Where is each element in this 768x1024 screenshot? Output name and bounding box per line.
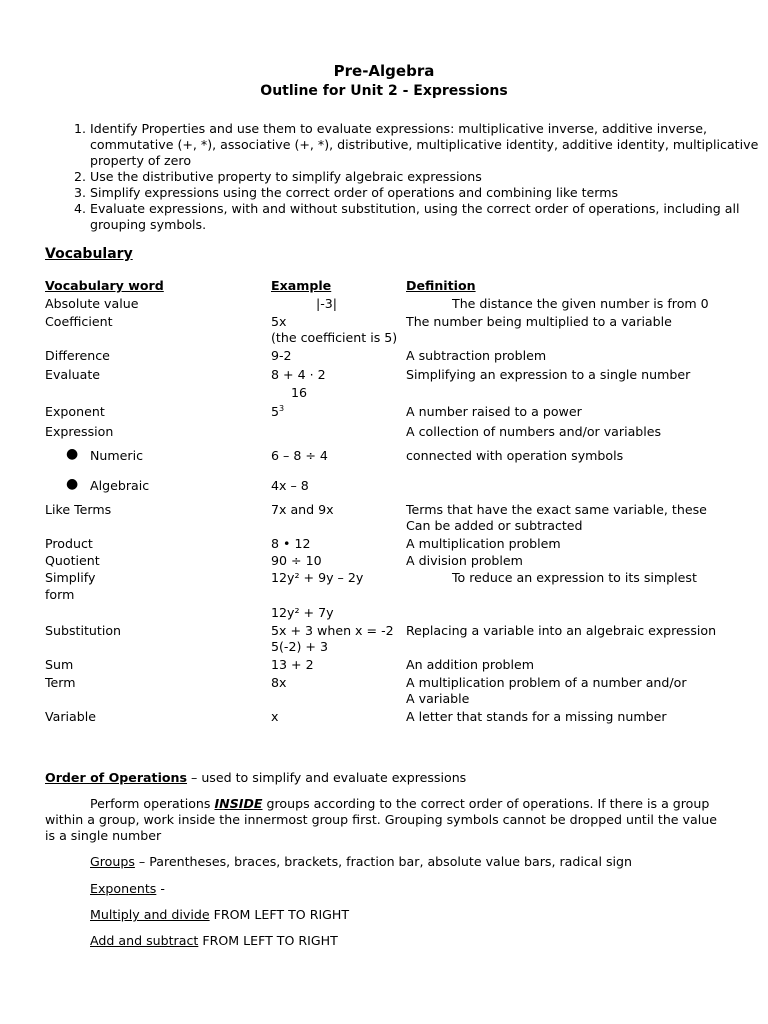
vocab-example: 8x [271, 675, 287, 690]
vocab-example-result: 16 [291, 385, 308, 400]
vocab-definition: A number raised to a power [406, 404, 582, 419]
vocab-example: 13 + 2 [271, 657, 314, 672]
vocab-word: Substitution [45, 623, 122, 638]
vocab-definition: An addition problem [406, 657, 535, 672]
vocab-word: Variable [45, 709, 96, 724]
vocab-example: 5x + 3 when x = -2 [271, 623, 394, 638]
step-label: Groups [90, 854, 135, 869]
vocab-example-note: (the coefficient is 5) [271, 330, 398, 345]
objective-item: 3. Simplify expressions using the correct order of operations and combining like terms [90, 185, 768, 201]
vocab-definition: A subtraction problem [406, 348, 547, 363]
vocab-word: Difference [45, 348, 110, 363]
objective-item: 1. Identify Properties and use them to evaluate expressions: multiplicative inverse, additive inverse, commutative (+, *), associative (+, *), distributive, multiplicative identity, additive identity, multiplicative property of zero [90, 121, 768, 168]
vocab-example: 5x [271, 314, 287, 329]
exponent-base: 5 [271, 404, 280, 420]
vocab-word: Simplify [45, 570, 96, 585]
order-of-operations-heading [45, 770, 466, 785]
vocab-word: Absolute value [45, 296, 139, 311]
vocab-example: 9-2 [271, 348, 292, 363]
vocab-example-result: 12y² + 7y [271, 605, 334, 620]
objective-item: 4. Evaluate expressions, with and without substitution, using the correct order of operations, including all grouping symbols. [90, 201, 768, 233]
bullet-icon: ● [66, 446, 79, 462]
vocab-word: Evaluate [45, 367, 101, 382]
vocab-word: Coefficient [45, 314, 113, 329]
vocab-example: 90 ÷ 10 [271, 553, 322, 568]
order-of-operations-paragraph [45, 796, 723, 844]
vocab-definition: A division problem [406, 553, 523, 568]
vocab-word: Sum [45, 657, 74, 672]
vocab-definition: connected with operation symbols [406, 448, 624, 463]
bullet-icon: ● [66, 476, 79, 492]
vocab-word: Algebraic [90, 478, 150, 493]
vocab-definition: A letter that stands for a missing number [406, 709, 667, 724]
vocab-example [271, 404, 284, 419]
step-text: – Parentheses, braces, brackets, fraction bar, absolute value bars, radical sign [134, 854, 633, 869]
operation-step [90, 854, 632, 869]
step-text: FROM LEFT TO RIGHT [209, 907, 350, 922]
vocab-definition-cont: Can be added or subtracted [406, 518, 583, 533]
step-label: Add and subtract [90, 933, 199, 948]
step-text: - [156, 881, 165, 896]
vocab-word: Quotient [45, 553, 100, 568]
step-text: FROM LEFT TO RIGHT [198, 933, 338, 948]
vocab-example: 8 • 12 [271, 536, 311, 551]
vocab-example: 8 + 4 · 2 [271, 367, 326, 382]
vocab-definition: A multiplication problem of a number and/or [406, 675, 687, 690]
column-header-definition: Definition [406, 278, 476, 293]
vocab-example: 12y² + 9y – 2y [271, 570, 364, 585]
vocab-example: x [271, 709, 279, 724]
objectives-list [46, 121, 768, 234]
vocab-definition: Replacing a variable into an algebraic expression [406, 623, 717, 638]
vocab-word: Exponent [45, 404, 105, 419]
vocab-definition: Simplifying an expression to a single number [406, 367, 691, 382]
step-label: Exponents [90, 881, 157, 896]
paragraph-text: Perform operations [90, 796, 215, 811]
vocab-example: 7x and 9x [271, 502, 334, 517]
vocab-example: 6 – 8 ÷ 4 [271, 448, 328, 463]
vocab-example: 4x – 8 [271, 478, 309, 493]
vocab-definition: A multiplication problem [406, 536, 561, 551]
operation-step [90, 881, 165, 896]
vocab-definition: The distance the given number is from 0 [452, 296, 709, 311]
vocab-example-result: 5(-2) + 3 [271, 639, 328, 654]
vocab-word: Expression [45, 424, 114, 439]
operation-step [90, 907, 349, 922]
column-header-word: Vocabulary word [45, 278, 164, 293]
vocab-definition: The number being multiplied to a variable [406, 314, 672, 329]
vocab-word: Term [45, 675, 76, 690]
page-subtitle: Outline for Unit 2 - Expressions [260, 83, 508, 99]
column-header-example: Example [271, 278, 332, 293]
objective-item: 2. Use the distributive property to simplify algebraic expressions [90, 169, 768, 185]
vocab-definition: Terms that have the exact same variable, these [406, 502, 707, 517]
paragraph-emphasis: INSIDE [214, 796, 263, 811]
page-title: Pre-Algebra [333, 62, 435, 80]
step-label: Multiply and divide [90, 907, 210, 922]
vocab-word: Like Terms [45, 502, 112, 517]
vocabulary-heading: Vocabulary [45, 246, 133, 262]
vocab-word: Product [45, 536, 93, 551]
vocab-word-cont: form [45, 587, 75, 602]
vocab-word: Numeric [90, 448, 144, 463]
order-of-operations-desc: – used to simplify and evaluate expressions [187, 770, 467, 785]
exponent-power: 3 [279, 404, 285, 413]
vocab-definition: To reduce an expression to its simplest [452, 570, 697, 585]
vocab-example: |-3| [316, 296, 338, 311]
vocab-definition-cont: A variable [406, 691, 470, 706]
vocab-definition: A collection of numbers and/or variables [406, 424, 662, 439]
operation-step [90, 933, 338, 948]
paragraph-text: groups according to the correct order of operations. If there is a group within a group, work inside the innermost group first. Grouping symbols cannot be dropped until the value is a single number [45, 796, 717, 843]
order-of-operations-title: Order of Operations [45, 770, 188, 785]
